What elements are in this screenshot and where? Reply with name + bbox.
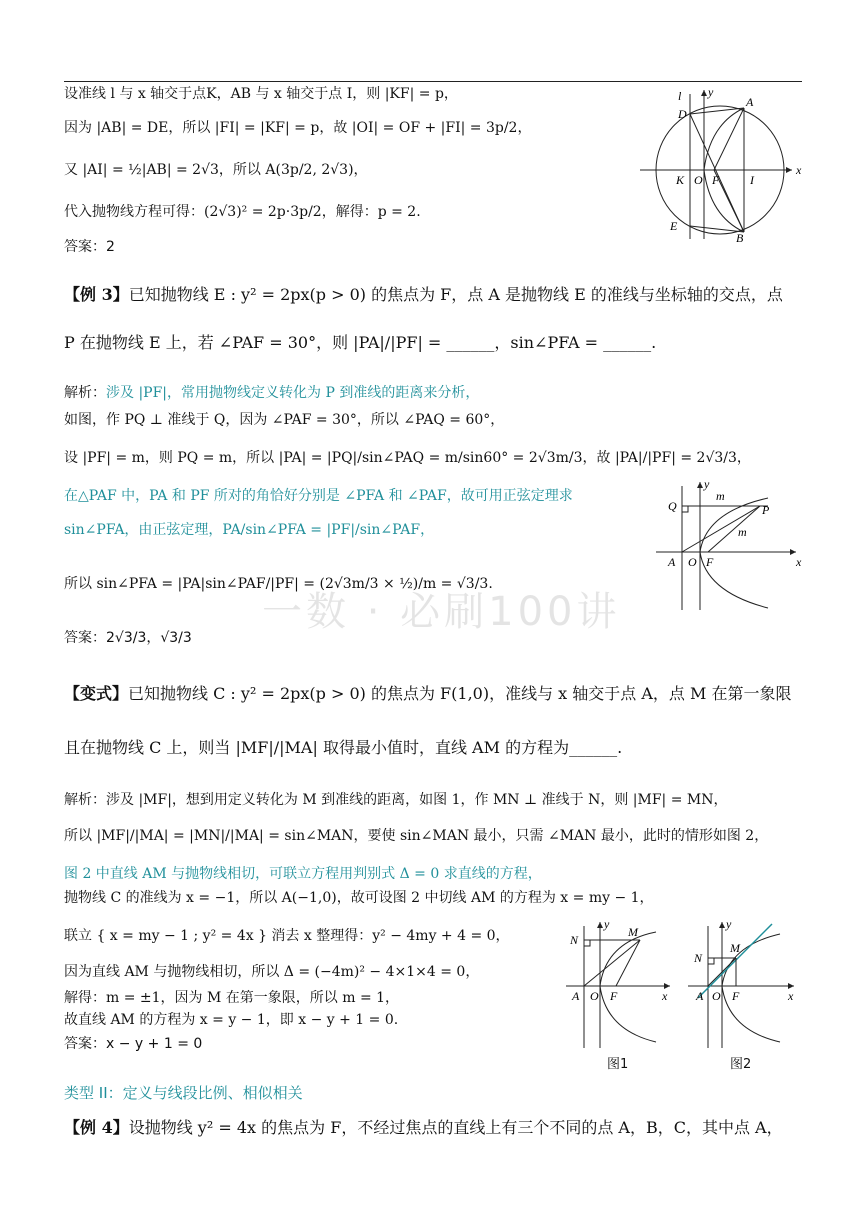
label-K: K: [676, 173, 685, 187]
header-rule: [64, 81, 802, 82]
answer-value: 2: [106, 239, 115, 255]
label-O: O: [694, 173, 703, 187]
answer-label: 答案：: [64, 239, 106, 255]
label-l: l: [678, 89, 682, 103]
watermark: 一数 · 必刷100讲: [262, 589, 621, 635]
label-F: F: [610, 989, 618, 1003]
top-solution-line2: 因为 |AB| = DE，所以 |FI| = |KF| = p，故 |OI| = OF + |FI| = 3p/2，: [64, 120, 532, 136]
label-O: O: [712, 989, 721, 1003]
variant-s4: 抛物线 C 的准线为 x = −1，所以 A(−1,0)，故可设图 2 中切线 AM 的方程为 x = my − 1，: [64, 890, 654, 906]
answer-value: 2√3/3，√3/3: [106, 630, 192, 646]
figure-top-circle-parabola: [640, 84, 810, 244]
example4-line1: [64, 1118, 783, 1138]
example3-s5: [64, 520, 434, 540]
example4-text1: 设抛物线 y² = 4x 的焦点为 F，不经过焦点的直线上有三个不同的点 A，B，C，其中点 A，: [128, 1118, 783, 1137]
example3-line2: P 在抛物线 E 上，若 ∠PAF = 30°，则 |PA|/|PF| = ______，sin∠PFA = ______.: [64, 333, 657, 352]
example3-answer: [64, 628, 192, 648]
variant-line2: 且在抛物线 C 上，则当 |MF|/|MA| 取得最小值时，直线 AM 的方程为______.: [64, 738, 623, 757]
example4-tag: 【例 4】: [64, 1118, 129, 1137]
label-A: A: [668, 555, 676, 569]
example3-s2: 如图，作 PQ ⊥ 准线于 Q，因为 ∠PAF = 30°，所以 ∠PAQ = 60°，: [64, 412, 505, 428]
variant-s8: 故直线 AM 的方程为 x = y − 1，即 x − y + 1 = 0.: [64, 1012, 399, 1028]
example3-line1: [64, 285, 783, 305]
example3-s5-text: sin∠PFA，由正弦定理，PA/sin∠PFA = |PF|/sin∠PAF，: [64, 522, 435, 538]
example3-text1: 已知抛物线 E : y² = 2px(p > 0) 的焦点为 F，点 A 是抛物线 E 的准线与坐标轴的交点，点: [128, 285, 783, 304]
variant-s1: 涉及 |MF|，想到用定义转化为 M 到准线的距离，如图 1，作 MN ⊥ 准线于 N，则 |MF| = MN，: [106, 792, 728, 808]
label-B: B: [736, 231, 744, 244]
figure-2: [688, 918, 800, 1050]
variant-s6: 因为直线 AM 与抛物线相切，所以 Δ = (−4m)² − 4×1×4 = 0，: [64, 964, 480, 980]
label-F: F: [712, 173, 720, 187]
label-x: x: [796, 555, 802, 569]
label-A: A: [746, 95, 754, 109]
variant-text1: 已知抛物线 C : y² = 2px(p > 0) 的焦点为 F(1,0)，准线与 x 轴交于点 A，点 M 在第一象限: [128, 684, 792, 703]
analysis-text: 涉及 |PF|，常用抛物线定义转化为 P 到准线的距离来分析，: [106, 385, 480, 401]
section-title: 类型 II：定义与线段比例、相似相关: [64, 1084, 303, 1102]
figure-example3-parabola: [656, 476, 806, 614]
variant-answer: [64, 1034, 202, 1054]
analysis-label: 解析：: [64, 792, 106, 808]
example3-tag: 【例 3】: [64, 285, 129, 304]
label-Q: Q: [668, 499, 677, 513]
label-x: x: [662, 989, 668, 1003]
example3-s6: 所以 sin∠PFA = |PA|sin∠PAF/|PF| = (2√3m/3 × ½)/m = √3/3.: [64, 576, 493, 592]
variant-s2: 所以 |MF|/|MA| = |MN|/|MA| = sin∠MAN，要使 sin∠MAN 最小，只需 ∠MAN 最小，此时的情形如图 2，: [64, 828, 769, 844]
label-y: y: [708, 85, 714, 99]
figure-2-caption: 图2: [730, 1057, 752, 1072]
label-O: O: [590, 989, 599, 1003]
label-x: x: [788, 989, 794, 1003]
label-E: E: [670, 219, 678, 233]
label-y: y: [704, 477, 710, 491]
variant-s3: 图 2 中直线 AM 与抛物线相切，可联立方程用判别式 Δ = 0 求直线的方程，: [64, 866, 542, 882]
example3-s4: 在△PAF 中，PA 和 PF 所对的角恰好分别是 ∠PFA 和 ∠PAF，故可用正弦定理求: [64, 488, 573, 504]
label-F: F: [732, 989, 740, 1003]
label-A: A: [572, 989, 580, 1003]
label-P: P: [762, 503, 770, 517]
top-solution-line3: 又 |AI| = ½|AB| = 2√3，所以 A(3p/2, 2√3)，: [64, 162, 368, 178]
label-N: N: [694, 951, 703, 965]
variant-tag: 【变式】: [64, 684, 129, 703]
example3-analysis-line1: [64, 383, 479, 403]
label-M: M: [628, 925, 638, 939]
label-x: x: [796, 163, 802, 177]
label-F: F: [706, 555, 714, 569]
example3-s3: 设 |PF| = m，则 PQ = m，所以 |PA| = |PQ|/sin∠PAQ = m/sin60° = 2√3m/3，故 |PA|/|PF| = 2√3/3，: [64, 450, 751, 466]
label-N: N: [570, 933, 579, 947]
label-y: y: [604, 918, 610, 931]
figure-1-caption: 图1: [607, 1057, 629, 1072]
label-O: O: [688, 555, 697, 569]
label-D: D: [678, 107, 687, 121]
analysis-label: 解析：: [64, 385, 106, 401]
label-y: y: [726, 918, 732, 931]
answer-label: 答案：: [64, 1036, 106, 1052]
answer-value: x − y + 1 = 0: [106, 1036, 203, 1052]
figure-1: [566, 918, 676, 1050]
label-I: I: [750, 173, 754, 187]
variant-s7: 解得：m = ±1，因为 M 在第一象限，所以 m = 1，: [64, 990, 400, 1006]
variant-analysis-line1: [64, 790, 727, 810]
answer-label: 答案：: [64, 630, 106, 646]
label-m1: m: [716, 489, 725, 503]
top-answer: [64, 237, 115, 257]
variant-line1: [64, 684, 791, 704]
top-solution-line1: 设准线 l 与 x 轴交于点K，AB 与 x 轴交于点 I，则 |KF| = p，: [64, 86, 458, 102]
variant-s5: 联立 { x = my − 1 ; y² = 4x } 消去 x 整理得：y² − 4my + 4 = 0，: [64, 928, 510, 944]
label-m2: m: [738, 525, 747, 539]
top-solution-line4: 代入抛物线方程可得：(2√3)² = 2p·3p/2，解得：p = 2.: [64, 204, 421, 220]
label-A: A: [696, 989, 704, 1003]
label-M: M: [730, 941, 740, 955]
